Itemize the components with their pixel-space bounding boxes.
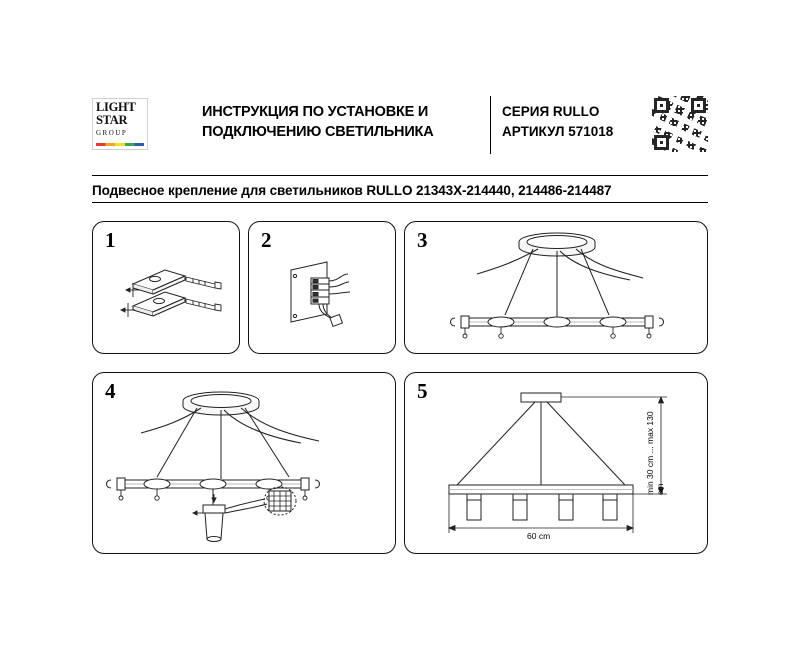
step-2-number: 2 [261,228,272,252]
logo-color-bar [96,143,144,146]
logo-line-3: GROUP [96,129,128,137]
step-3-panel [404,221,708,354]
height-dimension-label: min 30 cm ... max 130 cm [645,411,665,495]
lightstar-group-logo [92,98,148,150]
width-dimension-label: 60 cm [527,531,551,541]
series-label: СЕРИЯ RULLO [502,104,600,119]
logo-wordmark [96,101,136,140]
step-4-number: 4 [105,379,116,403]
step-4-diagram [93,373,397,555]
article-label: АРТИКУЛ 571018 [502,124,614,139]
step-3-number: 3 [417,228,428,252]
step-1-diagram [93,222,241,355]
page-title [202,102,482,142]
subtitle-text: Подвесное крепление для светильников RULLO 21343X-214440, 214486-214487 [92,183,612,198]
step-1-panel [92,221,240,354]
logo-line-2: STAR [96,112,128,127]
title-line-2: ПОДКЛЮЧЕНИЮ СВЕТИЛЬНИКА [202,124,434,140]
step-3-diagram [405,222,709,355]
step-5-number: 5 [417,379,428,403]
header-rule-top [92,175,708,176]
step-4-panel [92,372,396,554]
document-header [92,96,708,160]
step-2-diagram [249,222,397,355]
header-rule-bottom [92,202,708,203]
step-2-panel [248,221,396,354]
step-1-number: 1 [105,228,116,252]
title-line-1: ИНСТРУКЦИЯ ПО УСТАНОВКЕ И [202,104,429,120]
step-5-panel [404,372,708,554]
logo-line-1: LIGHT [96,100,136,114]
header-divider [490,96,491,154]
qr-code-icon [652,96,708,152]
